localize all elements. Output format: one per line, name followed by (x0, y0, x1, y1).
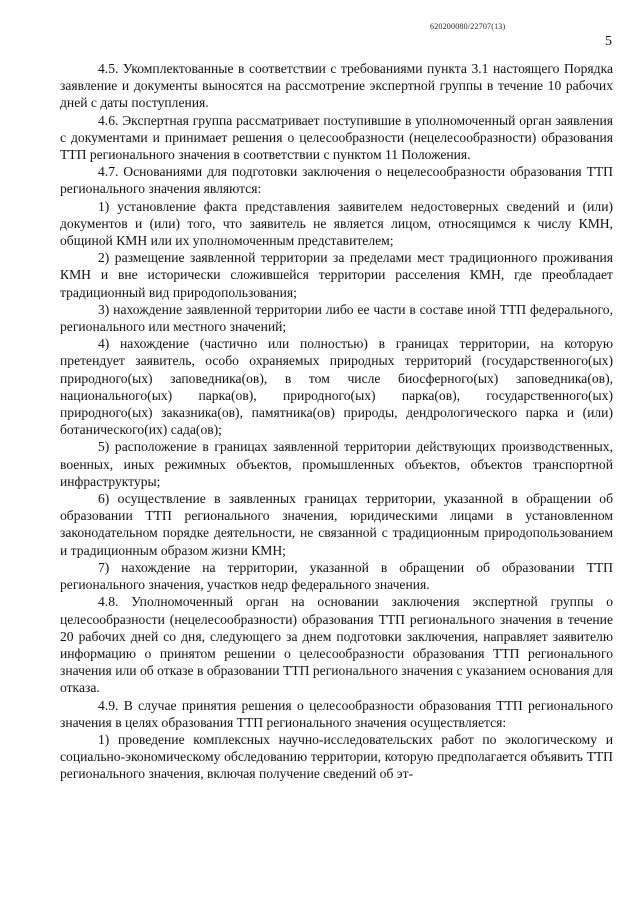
paragraph: 2) размещение заявленной территории за пределами мест традиционного проживания КМН и вне исторически сложившейся территории расселения КМН, где преобладает традиционный вид природопользования; (60, 250, 613, 300)
document-body (60, 60, 613, 783)
paragraph: 7) нахождение на территории, указанной в обращении об образовании ТТП регионального значения, участков недр федерального значения. (60, 559, 613, 593)
paragraph: 4) нахождение (частично или полностью) в границах территории, на которую претендует заявитель, особо охраняемых природных территорий (государственного(ых) природного(ых) заповедника(ов), в том числе биосферного(ых) заповедника(ов), национального(ых) парка(ов), природного(ых) парка(ов), государственного(ых) природного(ых) заказника(ов), памятника(ов) природы, дендрологического парка и (или) ботанического(их) сада(ов); (60, 336, 613, 438)
paragraph: 4.5. Укомплектованные в соответствии с требованиями пункта 3.1 настоящего Порядка заявление и документы выносятся на рассмотрение экспертной группы в течение 10 рабочих дней с даты поступления. (60, 61, 613, 111)
paragraph: 5) расположение в границах заявленной территории действующих производственных, военных, иных режимных объектов, промышленных объектов, объектов транспортной инфраструктуры; (60, 439, 613, 489)
paragraph: 6) осуществление в заявленных границах территории, указанной в обращении об образовании ТТП регионального значения, юридическими лицами в установленном законодательном порядке деятельности, не связанной с традиционным природопользованием и традиционным образом жизни КМН; (60, 491, 613, 558)
paragraph: 4.6. Экспертная группа рассматривает поступившие в уполномоченный орган заявления с документами и принимает решения о целесообразности (нецелесообразности) образования ТТП регионального значения в соответствии с пунктом 11 Положения. (60, 112, 613, 163)
paragraph: 4.7. Основаниями для подготовки заключения о нецелесообразности образования ТТП регионального значения являются: (60, 164, 613, 197)
paragraph: 4.9. В случае принятия решения о целесообразности образования ТТП регионального значения в целях образования ТТП регионального значения осуществляется: (60, 697, 613, 730)
paragraph: 1) проведение комплексных научно-исследовательских работ по экологическому и социально-экономическому обследованию территории, которую предполагается объявить ТТП регионального значения, включая получение сведений об эт- (60, 731, 613, 782)
paragraph: 4.8. Уполномоченный орган на основании заключения экспертной группы о целесообразности (нецелесообразности) образования ТТП регионального значения в течение 20 рабочих дней со дня, следующего за днем подготовки заключения, направляет заявителю информацию о принятом решении о целесообразности образования ТТП регионального значения или об отказе в образовании ТТП регионального значения с указанием основания для отказа. (60, 594, 613, 696)
page-number: 5 (605, 34, 612, 49)
paragraph: 3) нахождение заявленной территории либо ее части в составе иной ТТП федерального, регионального или местного значений; (60, 301, 613, 335)
document-id: 620200080/22707(13) (430, 22, 506, 31)
paragraph: 1) установление факта представления заявителем недостоверных сведений и (или) документов и (или) того, что заявитель не является лицом, относящимся к числу КМН, общиной КМН или их уполномоченным представителем; (60, 198, 613, 249)
